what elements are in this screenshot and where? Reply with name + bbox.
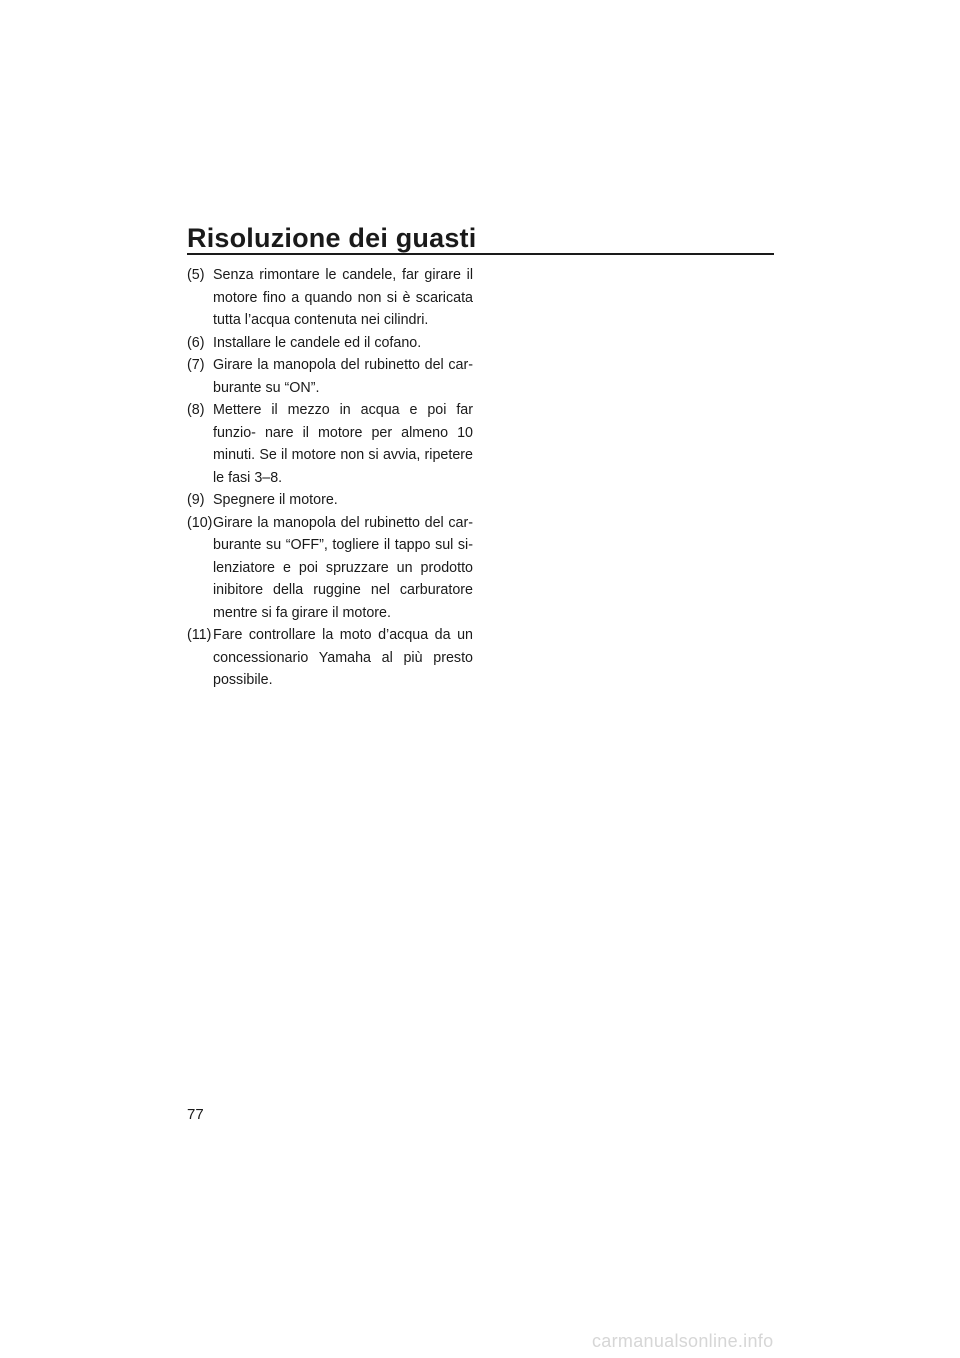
step-text: Installare le candele ed il cofano. [213,334,422,351]
step-number: (10) [187,514,213,531]
page-title: Risoluzione dei guasti [187,223,477,253]
list-item [187,332,473,355]
list-item [187,399,473,489]
step-number: (11) [187,627,212,643]
watermark: carmanualsonline.info [592,1331,774,1351]
procedure-steps [187,264,473,692]
list-item [187,354,473,399]
list-item [187,489,473,512]
list-item [187,264,473,332]
step-text: Mettere il mezzo in acqua e poi far funzio- nare il motore per almeno 10 minuti. Se il motore non si avvia, ripetere le fasi 3–8. [213,402,473,486]
step-text: Fare controllare la moto d’acqua da un concessionario Yamaha al più presto possibile. [213,627,473,688]
list-item [187,624,473,692]
step-number: (5) [187,267,205,283]
step-number: (7) [187,357,205,373]
step-text: Spegnere il motore. [213,492,338,508]
step-number: (6) [187,334,205,351]
step-number: (8) [187,402,205,418]
title-divider [187,253,774,255]
list-item [187,512,473,625]
step-text: Girare la manopola del rubinetto del car- burante su “ON”. [213,357,473,396]
step-text: Girare la manopola del rubinetto del car- burante su “OFF”, togliere il tappo sul si- lenziatore e poi spruzzare un prodotto inibitore della ruggine nel carburatore mentre si fa girare il motore. [213,514,473,621]
page-number: 77 [187,1106,204,1123]
step-text: Senza rimontare le candele, far girare il motore fino a quando non si è scaricata tutta l’acqua contenuta nei cilindri. [213,267,473,328]
step-number: (9) [187,492,205,508]
